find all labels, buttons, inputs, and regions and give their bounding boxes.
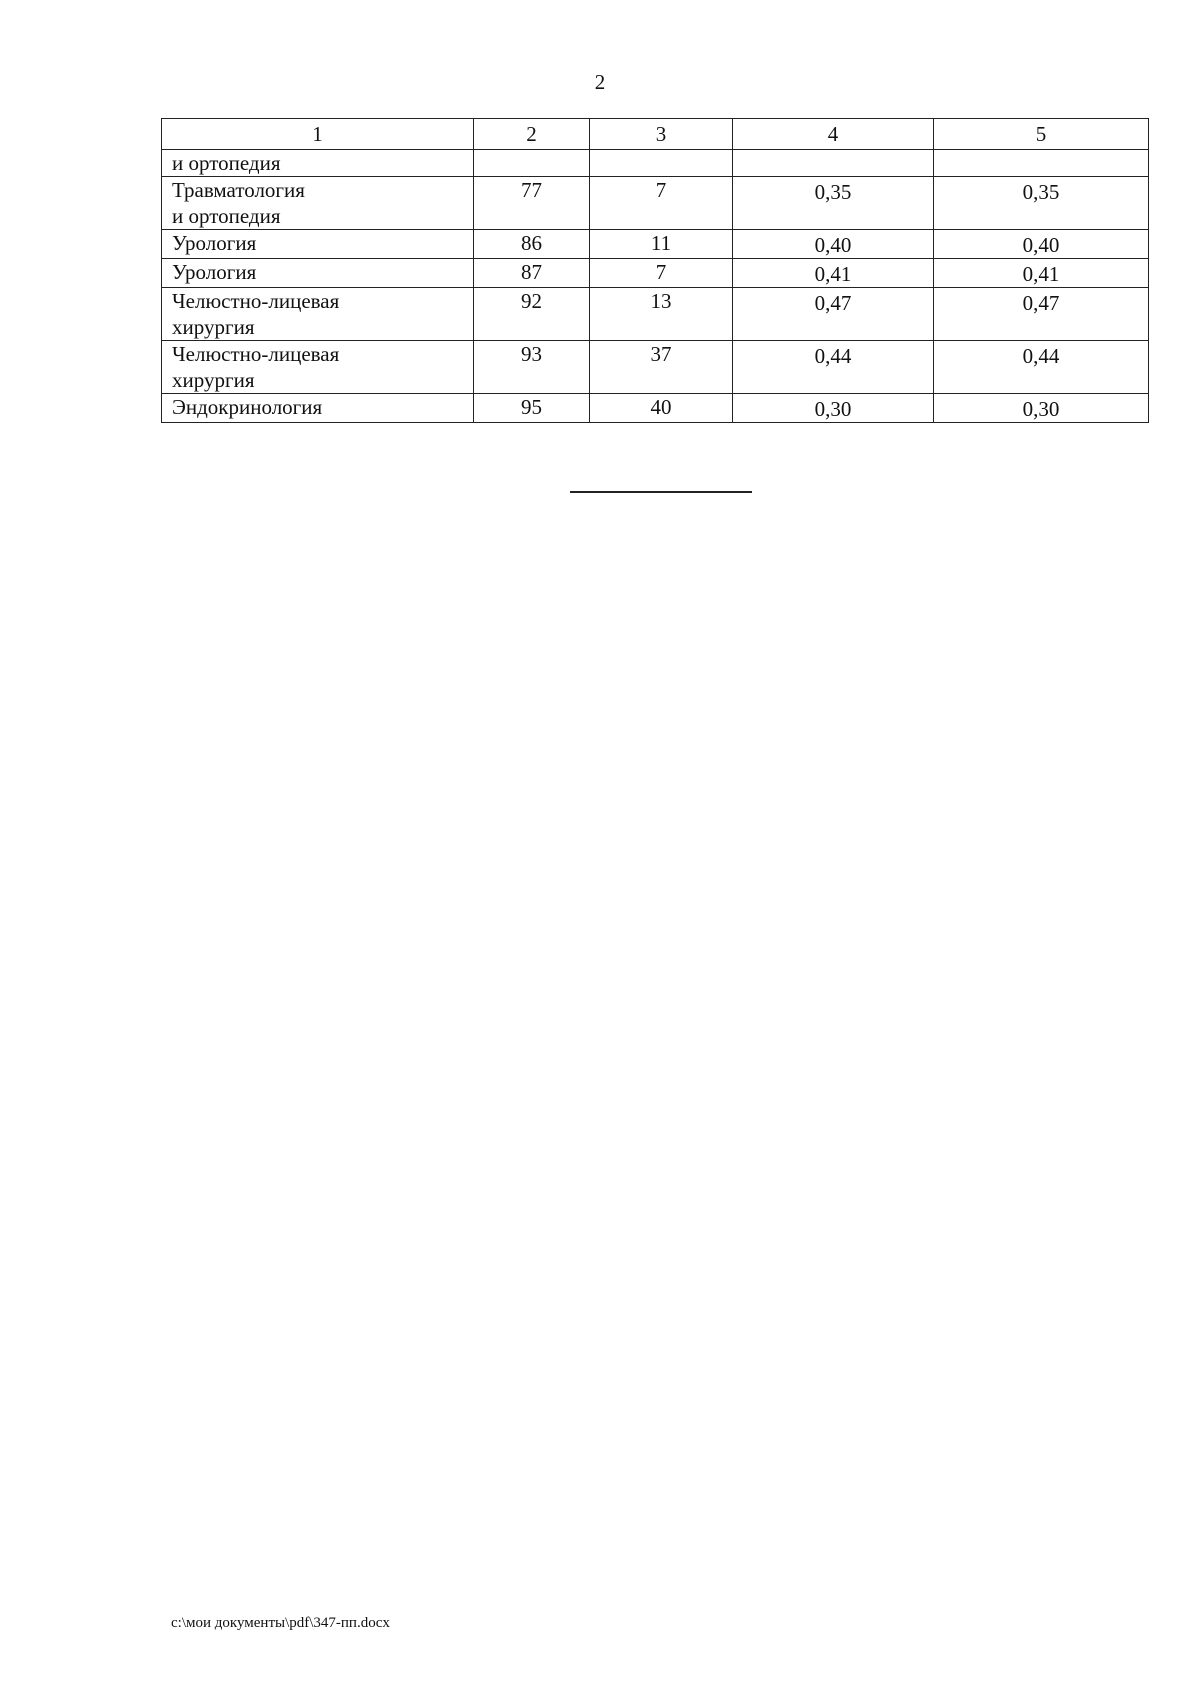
code-cell: 95 [474,394,590,423]
coefficient-cell: 0,35 [934,177,1149,230]
coefficient-cell: 0,35 [733,177,934,230]
column-header-5: 5 [934,119,1149,150]
table-header-row [162,119,1149,150]
column-header-4: 4 [733,119,934,150]
column-header-1: 1 [162,119,474,150]
code-cell: 93 [474,341,590,394]
column-header-3: 3 [590,119,733,150]
specialty-cell: Травматология и ортопедия [162,177,474,230]
table-row [162,394,1149,423]
coefficient-cell: 0,47 [934,288,1149,341]
count-cell: 40 [590,394,733,423]
count-cell: 37 [590,341,733,394]
count-cell: 7 [590,259,733,288]
coefficient-cell: 0,30 [733,394,934,423]
table-row [162,259,1149,288]
code-cell: 87 [474,259,590,288]
code-cell: 86 [474,230,590,259]
end-separator-line [570,491,752,493]
coefficient-cell: 0,41 [934,259,1149,288]
specialty-cell: Урология [162,230,474,259]
table-row [162,341,1149,394]
table-row [162,177,1149,230]
code-cell: 77 [474,177,590,230]
specialty-cell: Урология [162,259,474,288]
coefficient-cell: 0,40 [733,230,934,259]
count-cell: 13 [590,288,733,341]
coefficient-cell: 0,44 [934,341,1149,394]
page-number: 2 [594,70,606,94]
count-cell: 11 [590,230,733,259]
specialty-cell: Эндокринология [162,394,474,423]
column-header-2: 2 [474,119,590,150]
specialty-cell: Челюстно-лицевая хирургия [162,288,474,341]
specialty-cell: и ортопедия [162,150,474,177]
code-cell [474,150,590,177]
table-row [162,288,1149,341]
coefficient-cell [934,150,1149,177]
code-cell: 92 [474,288,590,341]
specialty-cell: Челюстно-лицевая хирургия [162,341,474,394]
coefficient-cell: 0,44 [733,341,934,394]
table-row [162,230,1149,259]
coefficient-cell [733,150,934,177]
coefficient-cell: 0,47 [733,288,934,341]
count-cell [590,150,733,177]
footer-file-path: c:\мои документы\pdf\347-пп.docx [171,1615,390,1631]
data-table [161,118,1149,423]
coefficient-cell: 0,30 [934,394,1149,423]
table-row [162,150,1149,177]
count-cell: 7 [590,177,733,230]
coefficient-cell: 0,41 [733,259,934,288]
coefficient-cell: 0,40 [934,230,1149,259]
